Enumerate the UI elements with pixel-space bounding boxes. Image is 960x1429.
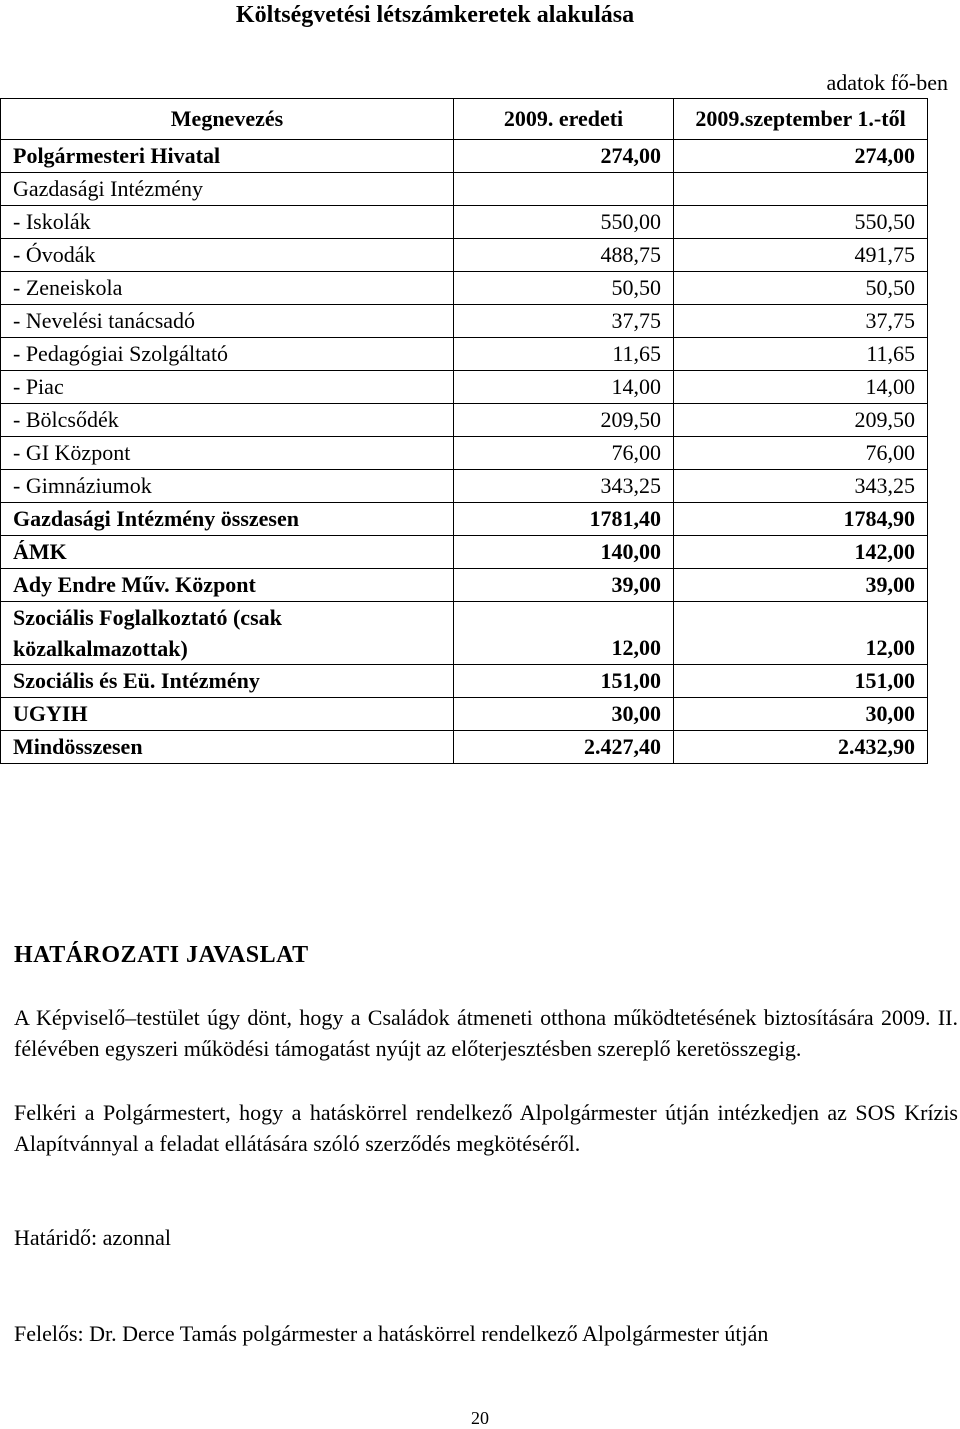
row-from-september: 12,00	[674, 602, 928, 665]
table-row	[1, 371, 928, 404]
row-original: 343,25	[454, 470, 674, 503]
row-name: - Piac	[1, 371, 454, 404]
row-from-september: 1784,90	[674, 503, 928, 536]
table-row	[1, 173, 928, 206]
row-original: 2.427,40	[454, 731, 674, 764]
row-name: Szociális Foglalkoztató (csak közalkalmazottak)	[1, 602, 454, 665]
resolution-heading: HATÁROZATI JAVASLAT	[14, 942, 309, 968]
row-original: 30,00	[454, 698, 674, 731]
table-row	[1, 338, 928, 371]
row-from-september: 37,75	[674, 305, 928, 338]
header-original: 2009. eredeti	[454, 99, 674, 140]
resolution-paragraph-1: A Képviselő–testület úgy dönt, hogy a Családok átmeneti otthona működtetésének biztosítására 2009. II. félévében egyszeri működési támogatást nyújt az előterjesztésben szereplő keretösszegig.	[14, 1005, 958, 1061]
row-original: 37,75	[454, 305, 674, 338]
row-name: Szociális és Eü. Intézmény	[1, 665, 454, 698]
table-row	[1, 665, 928, 698]
row-name: Gazdasági Intézmény	[1, 173, 454, 206]
row-name: - Óvodák	[1, 239, 454, 272]
row-name: ÁMK	[1, 536, 454, 569]
row-name: - Bölcsődék	[1, 404, 454, 437]
row-original	[454, 173, 674, 206]
row-name: Ady Endre Műv. Központ	[1, 569, 454, 602]
row-from-september: 209,50	[674, 404, 928, 437]
table-header-row	[1, 99, 928, 140]
row-original: 1781,40	[454, 503, 674, 536]
table-row	[1, 305, 928, 338]
row-from-september: 550,50	[674, 206, 928, 239]
row-original: 550,00	[454, 206, 674, 239]
row-from-september: 14,00	[674, 371, 928, 404]
table-row	[1, 272, 928, 305]
row-name: - GI Központ	[1, 437, 454, 470]
row-name: - Gimnáziumok	[1, 470, 454, 503]
responsible: Felelős: Dr. Derce Tamás polgármester a hatáskörrel rendelkező Alpolgármester útján	[14, 1321, 769, 1346]
table-row	[1, 503, 928, 536]
table-row	[1, 404, 928, 437]
row-name: - Pedagógiai Szolgáltató	[1, 338, 454, 371]
table-row	[1, 140, 928, 173]
table-row	[1, 239, 928, 272]
page-number: 20	[471, 1408, 489, 1428]
row-original: 11,65	[454, 338, 674, 371]
deadline: Határidő: azonnal	[14, 1225, 171, 1250]
row-original: 488,75	[454, 239, 674, 272]
row-from-september: 2.432,90	[674, 731, 928, 764]
row-from-september: 30,00	[674, 698, 928, 731]
header-name: Megnevezés	[1, 99, 454, 140]
header-from-september: 2009.szeptember 1.-től	[674, 99, 928, 140]
unit-note: adatok fő-ben	[826, 70, 948, 95]
row-original: 274,00	[454, 140, 674, 173]
table-row	[1, 698, 928, 731]
table-row	[1, 536, 928, 569]
table-row	[1, 206, 928, 239]
row-name: Mindösszesen	[1, 731, 454, 764]
row-from-september: 50,50	[674, 272, 928, 305]
document-title: Költségvetési létszámkeretek alakulása	[235, 2, 635, 28]
row-original: 140,00	[454, 536, 674, 569]
row-from-september: 39,00	[674, 569, 928, 602]
row-from-september: 11,65	[674, 338, 928, 371]
row-name: - Iskolák	[1, 206, 454, 239]
table-row	[1, 731, 928, 764]
row-name: Polgármesteri Hivatal	[1, 140, 454, 173]
row-original: 76,00	[454, 437, 674, 470]
row-name: - Zeneiskola	[1, 272, 454, 305]
row-name: - Nevelési tanácsadó	[1, 305, 454, 338]
row-from-september: 343,25	[674, 470, 928, 503]
row-from-september: 274,00	[674, 140, 928, 173]
row-original: 39,00	[454, 569, 674, 602]
row-from-september: 151,00	[674, 665, 928, 698]
row-from-september: 76,00	[674, 437, 928, 470]
row-from-september	[674, 173, 928, 206]
table-row	[1, 602, 928, 665]
table-row	[1, 569, 928, 602]
table-row	[1, 437, 928, 470]
row-original: 14,00	[454, 371, 674, 404]
row-original: 12,00	[454, 602, 674, 665]
table-row	[1, 470, 928, 503]
row-original: 50,50	[454, 272, 674, 305]
row-original: 209,50	[454, 404, 674, 437]
headcount-table	[0, 98, 928, 764]
resolution-paragraph-2: Felkéri a Polgármestert, hogy a hatáskörrel rendelkező Alpolgármester útján intézkedjen az SOS Krízis Alapítvánnyal a feladat ellátására szóló szerződés megkötéséről.	[14, 1100, 958, 1156]
row-from-september: 491,75	[674, 239, 928, 272]
row-original: 151,00	[454, 665, 674, 698]
row-from-september: 142,00	[674, 536, 928, 569]
row-name: Gazdasági Intézmény összesen	[1, 503, 454, 536]
row-name: UGYIH	[1, 698, 454, 731]
